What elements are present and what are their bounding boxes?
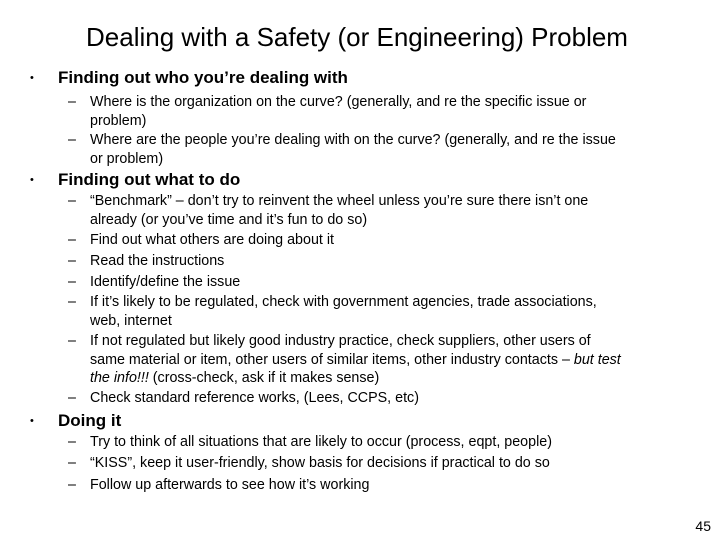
emphasis-text: the info!!!	[90, 370, 149, 386]
dash-glyph: –	[68, 294, 76, 310]
sub-item-line: Where are the people you’re dealing with on the curve? (generally, and re the issue	[90, 132, 616, 148]
dash-glyph: –	[68, 94, 76, 110]
sub-item-line: “Benchmark” – don’t try to reinvent the wheel unless you’re sure there isn’t one	[90, 193, 589, 209]
sub-item-line: or problem)	[90, 150, 164, 167]
sub-item-line	[90, 369, 690, 388]
sub-item-line: Try to think of all situations that are likely to occur (process, eqpt, people)	[90, 434, 552, 450]
bullet-section-1	[0, 67, 720, 91]
dash-glyph: –	[68, 455, 76, 471]
dash-glyph: –	[68, 333, 76, 349]
sub-item-line: problem)	[90, 112, 147, 129]
sub-item-line: If it’s likely to be regulated, check with government agencies, trade associations,	[90, 294, 597, 310]
sub-item-line	[90, 351, 690, 370]
dash-glyph: –	[68, 477, 76, 493]
emphasis-text: but test	[573, 351, 621, 368]
section-heading: Doing it	[58, 411, 122, 430]
sub-item-line: already (or you’ve time and it’s fun to do so)	[90, 211, 368, 228]
bullet-section-2	[0, 169, 720, 193]
dash-glyph: –	[68, 253, 76, 269]
sub-item-line: Read the instructions	[90, 253, 225, 269]
sub-item-line: If not regulated but likely good industry practice, check suppliers, other users of	[90, 333, 591, 349]
dash-glyph: –	[68, 132, 76, 148]
slide-title: Dealing with a Safety (or Engineering) Problem	[86, 22, 628, 52]
dash-glyph: –	[68, 193, 76, 209]
bullet-glyph: •	[30, 174, 34, 186]
bullet-glyph: •	[30, 415, 34, 427]
sub-item-text: same material or item, other users of similar items, other industry contacts –	[90, 351, 574, 368]
sub-item-text: (cross-check, ask if it makes sense)	[148, 370, 380, 386]
page-number: 45	[695, 518, 711, 534]
dash-glyph: –	[68, 390, 76, 406]
sub-item-line: Check standard reference works, (Lees, CCPS, etc)	[90, 390, 419, 406]
sub-item-line: Find out what others are doing about it	[90, 232, 334, 248]
sub-item-line: web, internet	[90, 312, 172, 329]
dash-glyph: –	[68, 274, 76, 290]
sub-item-line: Where is the organization on the curve? (generally, and re the specific issue or	[90, 94, 587, 110]
sub-item-line: Follow up afterwards to see how it’s working	[90, 477, 370, 493]
dash-glyph: –	[68, 434, 76, 450]
section-heading: Finding out what to do	[58, 170, 241, 189]
sub-item-line: Identify/define the issue	[90, 274, 241, 290]
section-heading: Finding out who you’re dealing with	[58, 68, 348, 87]
bullet-glyph: •	[30, 72, 34, 84]
sub-item-line: “KISS”, keep it user-friendly, show basis for decisions if practical to do so	[90, 455, 550, 471]
bullet-section-3	[0, 410, 720, 434]
dash-glyph: –	[68, 232, 76, 248]
